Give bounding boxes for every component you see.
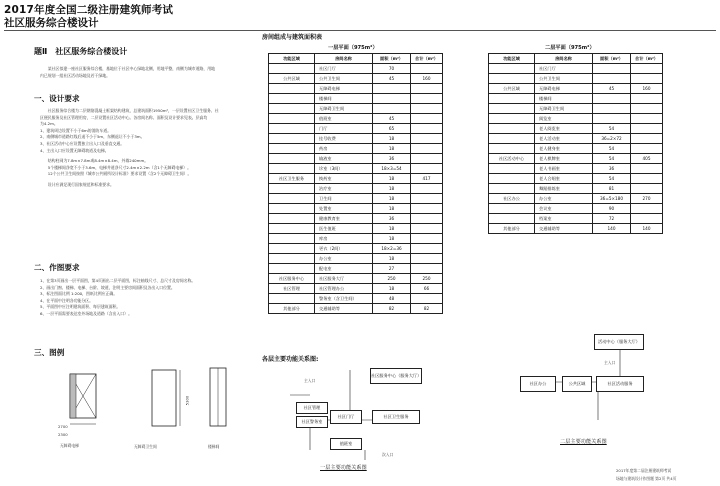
val-cell: 36 (373, 154, 411, 164)
header-cell: 合计（m²） (631, 54, 663, 64)
sum-cell (411, 64, 443, 74)
sum-cell: 405 (631, 154, 663, 164)
diagrams-title: 各层主要功能关系图: (262, 356, 319, 363)
name-cell: 阅览室 (535, 114, 593, 124)
table-row (269, 84, 443, 94)
val-cell: 27 (373, 264, 411, 274)
name-cell: 输液室 (315, 154, 373, 164)
area-cell (269, 64, 315, 74)
sum-cell (411, 144, 443, 154)
name-cell: 老人健身室 (535, 144, 593, 154)
name-cell: 老人阅览室 (535, 124, 593, 134)
name-cell: 会议室 (535, 204, 593, 214)
table-row (269, 154, 443, 164)
area-cell: 其他部分 (489, 224, 535, 234)
header-cell: 房间名称 (535, 54, 593, 64)
area-cell (489, 114, 535, 124)
table-row (269, 134, 443, 144)
d1-duty-room: 值班室 (330, 438, 362, 450)
sum-cell (411, 214, 443, 224)
req-line: 5个楼梯间净宽不小于3.6m，电梯井道净尺寸2.4m×2.2m（含1个无障碍电梯）。 (40, 164, 191, 170)
table-row (489, 74, 663, 84)
sum-cell (411, 204, 443, 214)
area-cell: 公共区域 (269, 74, 315, 84)
intro-line: 内已规划一组社区活动场地及若干绿地。 (40, 72, 111, 78)
area-cell (269, 134, 315, 144)
name-cell: 配电室 (315, 264, 373, 274)
table-title: 房间组成与建筑面积表 (262, 34, 323, 41)
table-row (269, 64, 443, 74)
val-cell (593, 114, 631, 124)
floor2-table-header (489, 54, 663, 64)
name-cell: 诊室（3间） (315, 164, 373, 174)
area-cell: 社区服务中心 (269, 274, 315, 284)
name-cell: 无障碍卫生间 (535, 104, 593, 114)
name-cell: 更衣（2间） (315, 244, 373, 254)
val-cell: 250 (373, 274, 411, 284)
header-cell: 面积（m²） (373, 54, 411, 64)
area-cell (489, 184, 535, 194)
val-cell (593, 64, 631, 74)
name-cell: 社区门厅 (315, 64, 373, 74)
sum-cell (631, 124, 663, 134)
intro-line: 某社区拟建一座社区服务综合楼，基地位于社区中心绿地北侧，用地平整，南侧为城市道路，用地 (40, 66, 216, 71)
val-cell: 140 (593, 224, 631, 234)
legend-dim-a: 2700 (58, 424, 68, 429)
req-line: 4、主出入口应设置无障碍坡道及电梯。 (40, 147, 109, 153)
name-cell: 档案室 (535, 214, 593, 224)
draw-line: 1、在第3页画出一层平面图，第4页画出二层平面图，标注轴线尺寸、总尺寸及房间名称。 (40, 278, 196, 283)
req-line: 设计应满足现行国家规范和标准要求。 (40, 181, 114, 187)
val-cell: 36=2×72 (593, 134, 631, 144)
question-title: 题Ⅱ 社区服务综合楼设计 (34, 47, 128, 56)
area-cell (489, 214, 535, 224)
area-cell (269, 224, 315, 234)
floor1-table (268, 53, 443, 314)
name-cell: 楼梯间 (535, 94, 593, 104)
legend-dim-c: 2300 (58, 432, 68, 437)
sum-cell (631, 74, 663, 84)
name-cell: 值班室 (315, 114, 373, 124)
area-cell (489, 124, 535, 134)
table-row (489, 224, 663, 234)
legend-caption-toilet: 无障碍卫生间 (134, 444, 157, 449)
exam-subtitle: 社区服务综合楼设计 (4, 17, 99, 29)
val-cell: 45 (593, 84, 631, 94)
req-line: 3、社区活动中心应设置独立出入口及垂直交通。 (40, 140, 125, 146)
name-cell: 库房 (315, 234, 373, 244)
table-row (269, 294, 443, 304)
d1-service-center: 社区服务中心（服务大厅） (370, 368, 422, 384)
name-cell: 老人棋牌室 (535, 154, 593, 164)
table-row (489, 94, 663, 104)
exam-title: 2017年度全国二级注册建筑师考试 (4, 4, 174, 16)
header-cell: 功能区域 (489, 54, 535, 64)
sum-cell (411, 264, 443, 274)
d2-activity-service: 社区活动服务 (596, 376, 644, 392)
area-cell (489, 164, 535, 174)
draw-line: 6、一层平面需要表达室外场地及道路（含出入口）。 (40, 310, 132, 316)
area-cell (269, 194, 315, 204)
val-cell: 45 (373, 74, 411, 84)
table-row (269, 104, 443, 114)
val-cell: 45 (373, 114, 411, 124)
sum-cell (411, 84, 443, 94)
name-cell: 舞蹈排练室 (535, 184, 593, 194)
area-cell (269, 254, 315, 264)
area-cell (489, 74, 535, 84)
sum-cell (411, 134, 443, 144)
area-cell (489, 144, 535, 154)
val-cell: 18 (373, 204, 411, 214)
table-row (489, 134, 663, 144)
sum-cell (411, 194, 443, 204)
sum-cell: 160 (411, 74, 443, 84)
area-cell (269, 164, 315, 174)
name-cell: 门厅 (315, 124, 373, 134)
area-cell (269, 234, 315, 244)
sum-cell (411, 114, 443, 124)
table-row (269, 304, 443, 314)
table-row (489, 194, 663, 204)
area-cell (489, 174, 535, 184)
val-cell: 18 (373, 284, 411, 294)
name-cell: 老人活动室 (535, 134, 593, 144)
area-cell (489, 204, 535, 214)
name-cell: 交通辅助等 (535, 224, 593, 234)
d1-management: 社区管理 (296, 402, 328, 414)
floor2-table (488, 53, 663, 234)
area-cell (489, 94, 535, 104)
legend-dim-b: 5300 (184, 395, 190, 406)
val-cell: 36=5×180 (593, 194, 631, 204)
val-cell: 54 (593, 144, 631, 154)
val-cell (373, 84, 411, 94)
d1-entry-b: 次入口 (382, 452, 394, 457)
table-row (489, 154, 663, 164)
table-row (269, 244, 443, 254)
area-cell: 公共区域 (489, 84, 535, 94)
accessible-elevator-symbol (70, 374, 96, 424)
floor2-title: 二层平面（975m²） (545, 45, 595, 51)
name-cell: 换药室 (315, 174, 373, 184)
val-cell: 72 (593, 214, 631, 224)
area-cell: 社区卫生服务 (269, 174, 315, 184)
name-cell: 公共卫生间 (315, 74, 373, 84)
name-cell: 警务室（含卫生间） (315, 294, 373, 304)
table-row (489, 174, 663, 184)
val-cell: 54 (593, 124, 631, 134)
name-cell: 办公室 (535, 194, 593, 204)
area-cell (269, 204, 315, 214)
name-cell: 老人书画室 (535, 164, 593, 174)
table-row (269, 114, 443, 124)
name-cell: 老人合唱室 (535, 174, 593, 184)
section-design-requirements: 一、设计要求 (34, 94, 80, 103)
section-drawing-requirements: 二、作图要求 (34, 263, 80, 272)
sum-cell (631, 214, 663, 224)
sum-cell (411, 94, 443, 104)
sum-cell: 250 (411, 274, 443, 284)
sum-cell (411, 244, 443, 254)
sum-cell (411, 164, 443, 174)
sum-cell: 66 (411, 284, 443, 294)
table-row (269, 124, 443, 134)
table-row (489, 84, 663, 94)
d1-entry-a: 主入口 (304, 378, 316, 383)
val-cell: 18×2=36 (373, 244, 411, 254)
val-cell: 18 (373, 134, 411, 144)
name-cell: 无障碍电梯 (535, 84, 593, 94)
val-cell: 18 (373, 184, 411, 194)
sum-cell (631, 94, 663, 104)
draw-line: 4、在平面中注明各功能分区。 (40, 297, 94, 303)
name-cell: 医生值班 (315, 224, 373, 234)
intro-text (40, 66, 250, 79)
name-cell: 无障碍卫生间 (315, 104, 373, 114)
sum-cell (631, 144, 663, 154)
area-cell: 其他部分 (269, 304, 315, 314)
sum-cell (411, 234, 443, 244)
d2-entry: 主入口 (604, 360, 616, 365)
drawing-requirements-text (40, 278, 250, 318)
d1-health: 社区卫生服务 (372, 410, 420, 424)
area-cell (269, 214, 315, 224)
d2-activity-center: 活动中心（服务大厅） (594, 334, 644, 350)
sum-cell (411, 154, 443, 164)
table-row (269, 184, 443, 194)
legend-drawings (60, 366, 240, 466)
table-row (489, 204, 663, 214)
draw-line: 3、标注图面比例 1:200，图纸比例应正确。 (40, 291, 118, 297)
table-row (489, 124, 663, 134)
area-cell (269, 94, 315, 104)
name-cell: 挂号收费 (315, 134, 373, 144)
d2-public: 公共区域 (562, 376, 592, 392)
name-cell: 卫生间 (315, 194, 373, 204)
sum-cell (631, 104, 663, 114)
table-row (489, 114, 663, 124)
name-cell: 公共卫生间 (535, 74, 593, 84)
d1-caption: 一层主要功能关系图 (320, 465, 367, 471)
name-cell: 交通辅助等 (315, 304, 373, 314)
sum-cell (631, 134, 663, 144)
table-row (269, 234, 443, 244)
name-cell: 社区门厅 (535, 64, 593, 74)
table-row (269, 74, 443, 84)
val-cell: 36 (593, 164, 631, 174)
val-cell (593, 104, 631, 114)
sum-cell (631, 204, 663, 214)
table-row (269, 144, 443, 154)
d1-police: 社区警务室 (296, 416, 328, 428)
val-cell (593, 94, 631, 104)
floor1-title: 一层平面（975m²） (328, 45, 378, 51)
area-cell (269, 114, 315, 124)
footer-line1: 2017年度第二届注册建筑师考试 (616, 468, 672, 473)
val-cell: 18 (373, 174, 411, 184)
table-row (489, 64, 663, 74)
design-requirements-text (40, 108, 250, 189)
footer-line2: 场地与建筑设计作图题 第2页 共4页 (616, 476, 677, 481)
val-cell: 18 (373, 254, 411, 264)
d2-office: 社区办公 (520, 376, 556, 392)
val-cell: 82 (373, 304, 411, 314)
legend-caption-stair: 楼梯间 (208, 444, 220, 449)
area-cell: 社区办公 (489, 194, 535, 204)
area-cell: 社区管理 (269, 284, 315, 294)
table-row (489, 214, 663, 224)
area-cell (269, 294, 315, 304)
area-cell (269, 264, 315, 274)
sum-cell (631, 174, 663, 184)
val-cell: 54 (593, 174, 631, 184)
table-row (269, 224, 443, 234)
area-cell (269, 154, 315, 164)
area-cell (489, 104, 535, 114)
sum-cell (631, 164, 663, 174)
name-cell: 治疗室 (315, 184, 373, 194)
area-cell (269, 144, 315, 154)
floor1-table-header (269, 54, 443, 64)
req-line: 区便民服务及社区管理用房，二层设置社区活动中心。各房间名称、面积及设计要求见表。层高均 (40, 114, 208, 120)
name-cell: 药房 (315, 144, 373, 154)
area-cell (269, 84, 315, 94)
val-cell: 18 (373, 234, 411, 244)
val-cell (373, 94, 411, 104)
table-row (269, 284, 443, 294)
d1-lobby: 社区门厅 (330, 410, 362, 424)
header-divider (4, 30, 716, 31)
area-cell (269, 104, 315, 114)
header-cell: 房间名称 (315, 54, 373, 64)
sum-cell (411, 254, 443, 264)
sum-cell: 417 (411, 174, 443, 184)
val-cell: 65 (373, 124, 411, 134)
header-cell: 功能区域 (269, 54, 315, 64)
sum-cell: 270 (631, 194, 663, 204)
val-cell: 90 (593, 204, 631, 214)
sum-cell (411, 184, 443, 194)
table-row (269, 94, 443, 104)
table-row (269, 194, 443, 204)
area-cell: 社区活动中心 (489, 154, 535, 164)
name-cell: 处置室 (315, 204, 373, 214)
area-cell (489, 64, 535, 74)
stair-symbol (210, 368, 226, 426)
val-cell: 18×3=54 (373, 164, 411, 174)
val-cell: 54 (593, 154, 631, 164)
val-cell: 36 (373, 214, 411, 224)
req-line: 12个公共卫生间按照《城市公共厕所设计标准》要求设置（含2个无障碍卫生间）。 (40, 171, 192, 177)
legend-caption-elevator: 无障碍电梯 (60, 443, 79, 448)
accessible-toilet-symbol (152, 370, 180, 426)
table-row (269, 164, 443, 174)
val-cell: 18 (373, 194, 411, 204)
val-cell (593, 74, 631, 84)
req-line: 社区服务综合楼为二层钢筋混凝土框架结构建筑，总建筑面积1950m²，一层设置社区卫生服务、社 (40, 108, 219, 113)
table-row (269, 204, 443, 214)
sum-cell (631, 114, 663, 124)
table-row (269, 214, 443, 224)
name-cell: 社区服务大厅 (315, 274, 373, 284)
sum-cell (411, 224, 443, 234)
val-cell: 18 (373, 224, 411, 234)
header-cell: 面积（m²） (593, 54, 631, 64)
req-line: 结构柱网为7.8m×7.8m或8.4m×8.4m，外墙240mm。 (40, 158, 149, 164)
table-row (489, 144, 663, 154)
name-cell: 无障碍电梯 (315, 84, 373, 94)
d2-caption: 二层主要功能关系图 (560, 439, 607, 445)
val-cell: 18 (373, 144, 411, 154)
table-row (269, 254, 443, 264)
sum-cell (411, 124, 443, 134)
sum-cell: 160 (631, 84, 663, 94)
val-cell: 81 (593, 184, 631, 194)
draw-line: 5、平面图中应注明建筑面积、每层建筑面积。 (40, 304, 121, 310)
header-cell: 合计（m²） (411, 54, 443, 64)
req-line: 为4.2m。 (40, 121, 58, 127)
section-legend: 三、图例 (34, 348, 65, 357)
req-line: 2、南侧城市道路红线后退不小于5m，东侧退让不小于3m。 (40, 134, 145, 140)
val-cell (373, 104, 411, 114)
sum-cell: 140 (631, 224, 663, 234)
sum-cell (631, 184, 663, 194)
area-cell (489, 134, 535, 144)
area-cell (269, 184, 315, 194)
table-row (489, 104, 663, 114)
name-cell: 楼梯间 (315, 94, 373, 104)
area-cell (269, 244, 315, 254)
sum-cell (411, 294, 443, 304)
req-line: 1、建筑周边设置不小于6m的消防车道。 (40, 127, 111, 133)
table-row (489, 164, 663, 174)
sum-cell (411, 104, 443, 114)
table-row (269, 274, 443, 284)
sum-cell: 82 (411, 304, 443, 314)
area-cell (269, 124, 315, 134)
name-cell: 办公室 (315, 254, 373, 264)
name-cell: 健康教育室 (315, 214, 373, 224)
table-row (269, 174, 443, 184)
table-row (489, 184, 663, 194)
val-cell: 70 (373, 64, 411, 74)
name-cell: 社区管理办公 (315, 284, 373, 294)
table-row (269, 264, 443, 274)
sum-cell (631, 64, 663, 74)
val-cell: 48 (373, 294, 411, 304)
draw-line: 2、画出门窗、楼梯、电梯、台阶、坡道，注明主要房间面积及各出入口位置。 (40, 284, 175, 290)
